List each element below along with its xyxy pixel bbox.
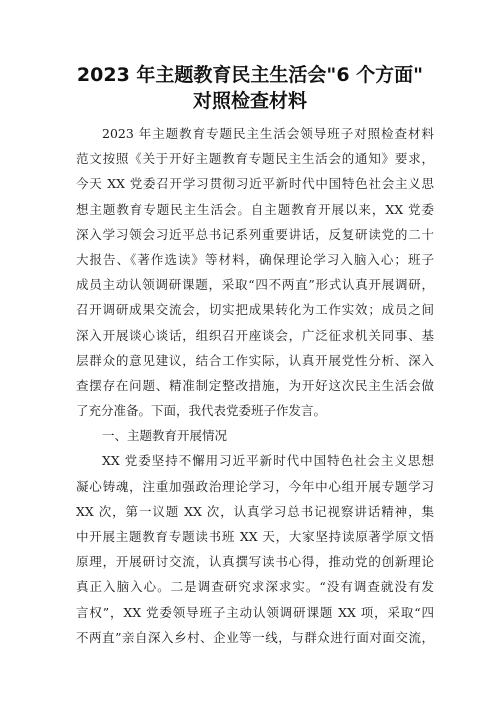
body-line: 层群众的意见建议，结合工作实际，认真开展党性分析、深入 xyxy=(76,352,434,368)
body-line: 了充分准备。下面，我代表党委班子作发言。 xyxy=(76,403,327,419)
body-line: XX 党委坚持不懈用习近平新时代中国特色社会主义思想 xyxy=(102,453,434,469)
body-line: 范文按照《关于开好主题教育专题民主生活会的通知》要求， xyxy=(76,151,434,167)
document-title-line-2: 对照检查材料 xyxy=(192,90,307,112)
body-line: 深入学习领会习近平总书记系列重要讲话，反复研读党的二十 xyxy=(76,226,434,242)
section-heading: 一、主题教育开展情况 xyxy=(102,428,228,444)
document-title-line-1: 2023 年主题教育民主生活会"6 个方面" xyxy=(76,64,424,86)
body-line: 真正入脑入心。二是调查研究求深求实。“没有调查就没有发 xyxy=(76,579,434,595)
body-line: 不两直”亲自深入乡村、企业等一线，与群众进行面对面交流， xyxy=(76,629,434,645)
body-line: 中开展主题教育专题读书班 XX 天，大家坚持读原著学原文悟 xyxy=(76,529,434,544)
body-line: 成员主动认领调研课题，采取“四不两直”形式认真开展调研， xyxy=(76,277,434,293)
body-line: 召开调研成果交流会，切实把成果转化为工作实效；成员之间 xyxy=(76,302,434,318)
body-line: 查摆存在问题、精准制定整改措施，为开好这次民主生活会做 xyxy=(76,377,434,393)
body-line: 2023 年主题教育专题民主生活会领导班子对照检查材料 xyxy=(102,126,434,141)
body-line: 大报告、《著作选读》等材料，确保理论学习入脑入心；班子 xyxy=(76,251,434,267)
body-line: XX 次，第一议题 XX 次，认真学习总书记视察讲话精神，集 xyxy=(76,503,434,519)
body-line: 想主题教育专题民主生活会。自主题教育开展以来，XX 党委 xyxy=(76,201,434,217)
body-line: 言权”，XX 党委领导班子主动认领调研课题 XX 项，采取“四 xyxy=(76,604,434,620)
body-line: 原理，开展研讨交流，认真撰写读书心得，推动党的创新理论 xyxy=(76,554,434,570)
document-body xyxy=(76,121,434,650)
body-line: 今天 XX 党委召开学习贯彻习近平新时代中国特色社会主义思 xyxy=(76,176,434,192)
body-line: 深入开展谈心谈话，组织召开座谈会，广泛征求机关同事、基 xyxy=(76,327,434,343)
body-line: 凝心铸魂，注重加强政治理论学习，今年中心组开展专题学习 xyxy=(76,478,434,494)
